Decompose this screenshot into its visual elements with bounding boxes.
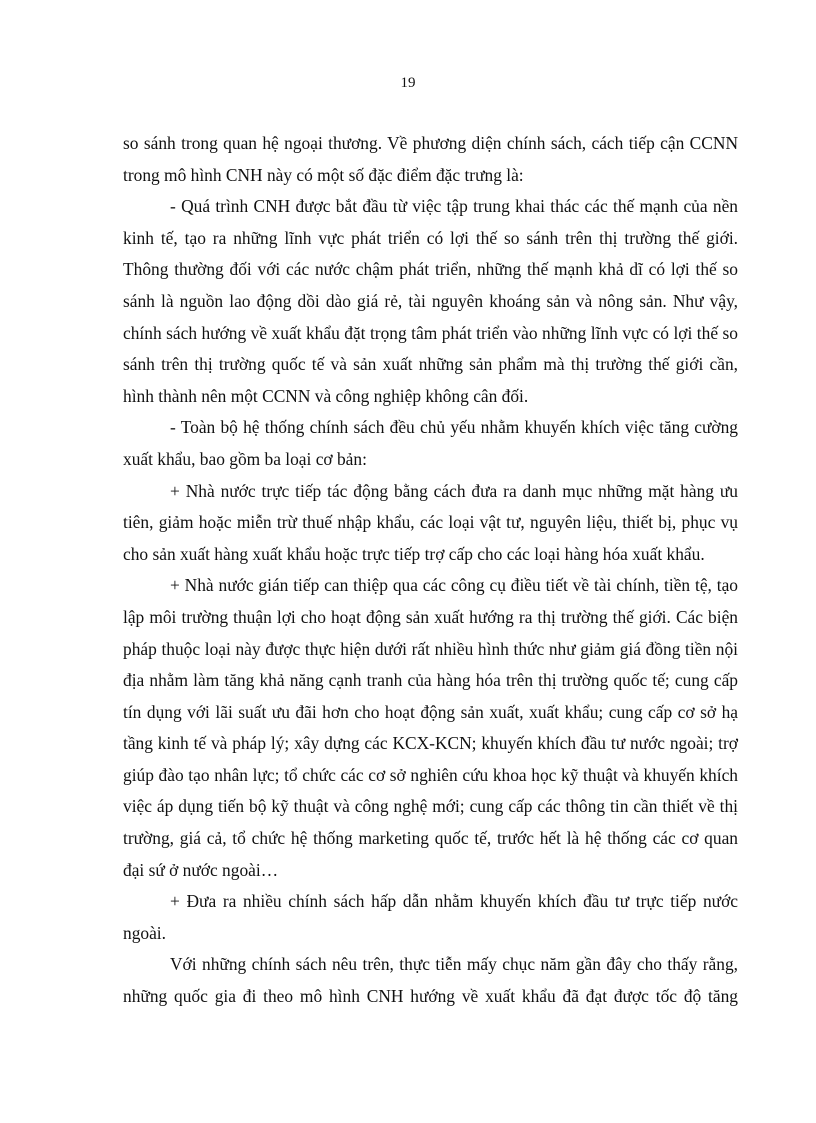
text-line: kinh tế, tạo ra những lĩnh vực phát triển có lợi thế so sánh trên thị trường thế giới. <box>123 227 738 248</box>
text-line: so sánh trong quan hệ ngoại thương. Về phương diện chính sách, cách tiếp cận CCNN <box>123 133 738 153</box>
text-line: trường, giá cả, tổ chức hệ thống marketing quốc tế, trước hết là hệ thống các cơ quan <box>123 828 738 849</box>
text-line: + Nhà nước gián tiếp can thiệp qua các công cụ điều tiết về tài chính, tiền tệ, tạo <box>170 575 738 596</box>
text-line: những quốc gia đi theo mô hình CNH hướng về xuất khẩu đã đạt được tốc độ tăng <box>123 986 738 1007</box>
text-line: + Nhà nước trực tiếp tác động bằng cách đưa ra danh mục những mặt hàng ưu <box>170 480 738 501</box>
text-line: đại sứ ở nước ngoài… <box>123 859 279 880</box>
text-line: - Quá trình CNH được bắt đầu từ việc tập trung khai thác các thế mạnh của nền <box>170 196 738 217</box>
text-line: tín dụng với lãi suất ưu đãi hơn cho hoạt động sản xuất, xuất khẩu; cung cấp cơ sở hạ <box>123 701 738 722</box>
text-line: pháp thuộc loại này được thực hiện dưới rất nhiều hình thức như giảm giá đồng tiền nội <box>123 638 738 659</box>
text-line: + Đưa ra nhiều chính sách hấp dẫn nhằm khuyến khích đầu tư trực tiếp nước ngoài. <box>123 891 738 943</box>
text-line: địa nhằm làm tăng khả năng cạnh tranh của hàng hóa trên thị trường quốc tế; cung cấp <box>123 670 738 691</box>
text-line: - Toàn bộ hệ thống chính sách đều chủ yếu nhằm khuyến khích việc tăng cường <box>170 417 738 438</box>
text-line: giúp đào tạo nhân lực; tổ chức các cơ sở nghiên cứu khoa học kỹ thuật và khuyến khích <box>123 764 738 785</box>
text-line: trong mô hình CNH này có một số đặc điểm đặc trưng là: <box>123 164 524 185</box>
text-line: Thông thường đối với các nước chậm phát triển, những thế mạnh khả dĩ có lợi thế so <box>123 259 738 280</box>
text-line: tiên, giảm hoặc miễn trừ thuế nhập khẩu, các loại vật tư, nguyên liệu, thiết bị, phục vụ <box>123 512 738 533</box>
text-line: chính sách hướng về xuất khẩu đặt trọng tâm phát triển vào những lĩnh vực có lợi thế so <box>123 322 738 343</box>
text-line: xuất khẩu, bao gồm ba loại cơ bản: <box>123 448 367 469</box>
text-line: sánh là nguồn lao động dồi dào giá rẻ, tài nguyên khoáng sản và nông sản. Như vậy, <box>123 290 738 311</box>
text-line: Với những chính sách nêu trên, thực tiễn mấy chục năm gần đây cho thấy rằng, <box>170 954 738 975</box>
text-line: việc áp dụng tiến bộ kỹ thuật và công nghệ mới; cung cấp các thông tin cần thiết về thị <box>123 796 738 817</box>
body-text <box>123 128 738 1013</box>
page-number: 19 <box>400 75 416 91</box>
text-line: tầng kinh tế và pháp lý; xây dựng các KCX-KCN; khuyến khích đầu tư nước ngoài; trợ <box>123 733 738 754</box>
text-line: cho sản xuất hàng xuất khẩu hoặc trực tiếp trợ cấp cho các loại hàng hóa xuất khẩu. <box>123 543 705 564</box>
text-line: sánh trên thị trường quốc tế và sản xuất những sản phẩm mà thị trường thế giới cần, <box>123 354 738 375</box>
text-line: hình thành nên một CCNN và công nghiệp không cân đối. <box>123 385 529 406</box>
text-line: lập môi trường thuận lợi cho hoạt động sản xuất hướng ra thị trường thế giới. Các biện <box>123 606 738 627</box>
